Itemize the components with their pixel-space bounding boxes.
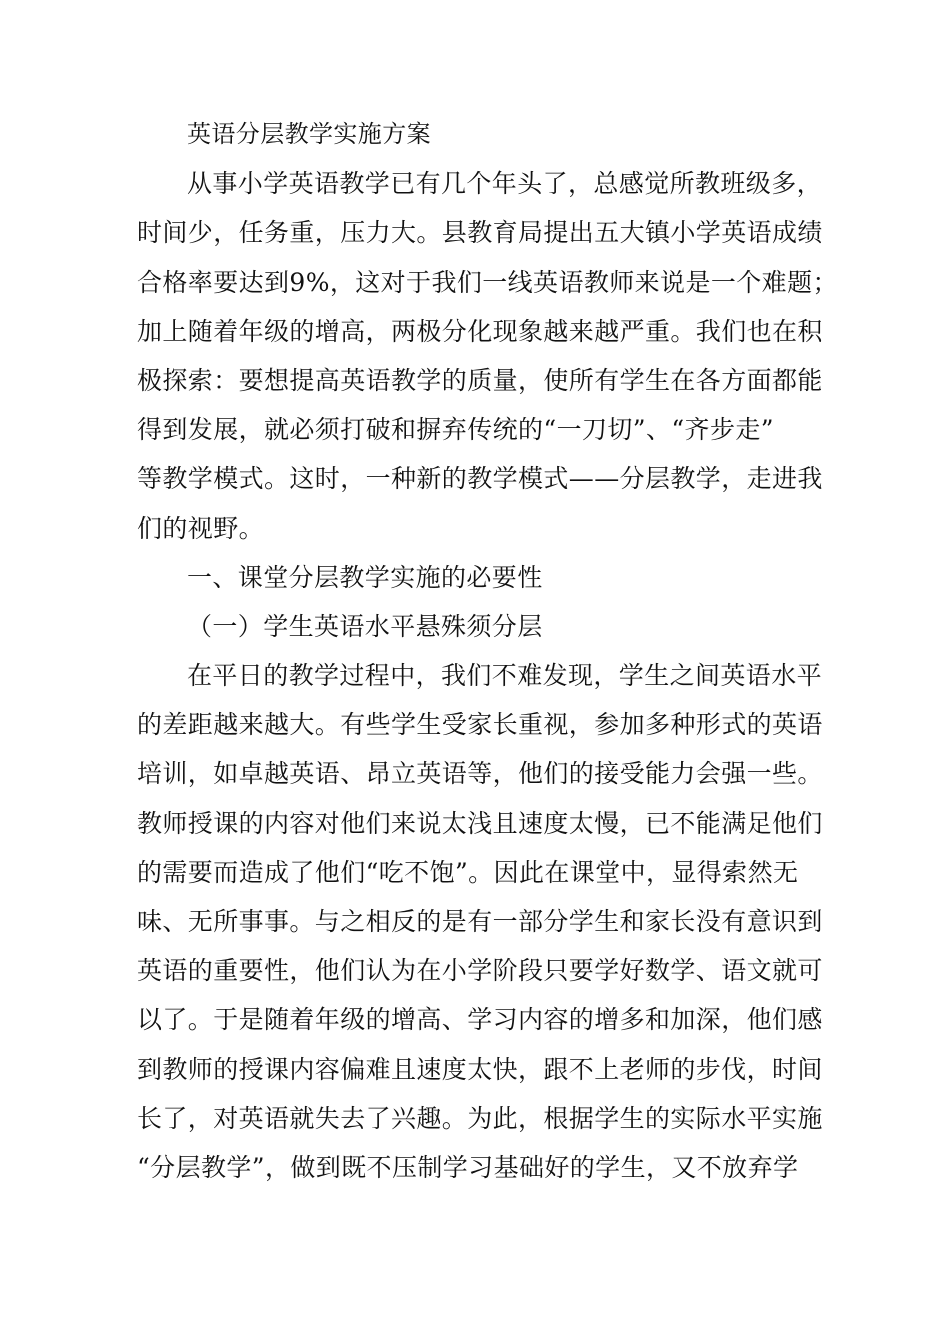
paragraph-line: 得到发展，就必须打破和摒弃传统的“一刀切”、“齐步走”	[137, 415, 774, 445]
paragraph-line: “分层教学”，做到既不压制学习基础好的学生，又不放弃学	[137, 1152, 799, 1182]
paragraph-line: 等教学模式。这时，一种新的教学模式——分层教学，走进我	[137, 464, 823, 494]
paragraph-line: 合格率要达到9%，这对于我们一线英语教师来说是一个难题；	[137, 267, 838, 297]
document-body	[137, 110, 837, 1192]
paragraph-line: 长了，对英语就失去了兴趣。为此，根据学生的实际水平实施	[137, 1103, 823, 1133]
intro-paragraph	[137, 159, 837, 553]
body-paragraph	[137, 651, 837, 1192]
subsection-heading: （一）学生英语水平悬殊须分层	[187, 611, 543, 641]
paragraph-line: 的差距越来越大。有些学生受家长重视，参加多种形式的英语	[137, 710, 823, 740]
paragraph-line: 味、无所事事。与之相反的是有一部分学生和家长没有意识到	[137, 907, 823, 936]
paragraph-line: 以了。于是随着年级的增高、学习内容的增多和加深，他们感	[137, 1005, 823, 1035]
paragraph-line: 的需要而造成了他们“吃不饱”。因此在课堂中，显得索然无	[137, 857, 799, 887]
paragraph-line: 加上随着年级的增高，两极分化现象越来越严重。我们也在积	[137, 316, 823, 346]
paragraph-line: 时间少，任务重，压力大。县教育局提出五大镇小学英语成绩	[137, 218, 823, 248]
paragraph-line: 到教师的授课内容偏难且速度太快，跟不上老师的步伐，时间	[137, 1054, 823, 1084]
paragraph-line: 培训，如卓越英语、昂立英语等，他们的接受能力会强一些。	[137, 759, 823, 789]
paragraph-line: 从事小学英语教学已有几个年头了，总感觉所教班级多，	[187, 169, 823, 199]
paragraph-line: 们的视野。	[137, 513, 265, 543]
paragraph-line: 英语的重要性，他们认为在小学阶段只要学好数学、语文就可	[137, 956, 823, 986]
paragraph-line: 在平日的教学过程中，我们不难发现，学生之间英语水平	[187, 661, 823, 691]
document-title: 英语分层教学实施方案	[187, 120, 431, 148]
paragraph-line: 极探索：要想提高英语教学的质量，使所有学生在各方面都能	[137, 365, 823, 395]
section-heading: 一、课堂分层教学实施的必要性	[187, 562, 543, 592]
paragraph-line: 教师授课的内容对他们来说太浅且速度太慢，已不能满足他们	[137, 808, 823, 838]
